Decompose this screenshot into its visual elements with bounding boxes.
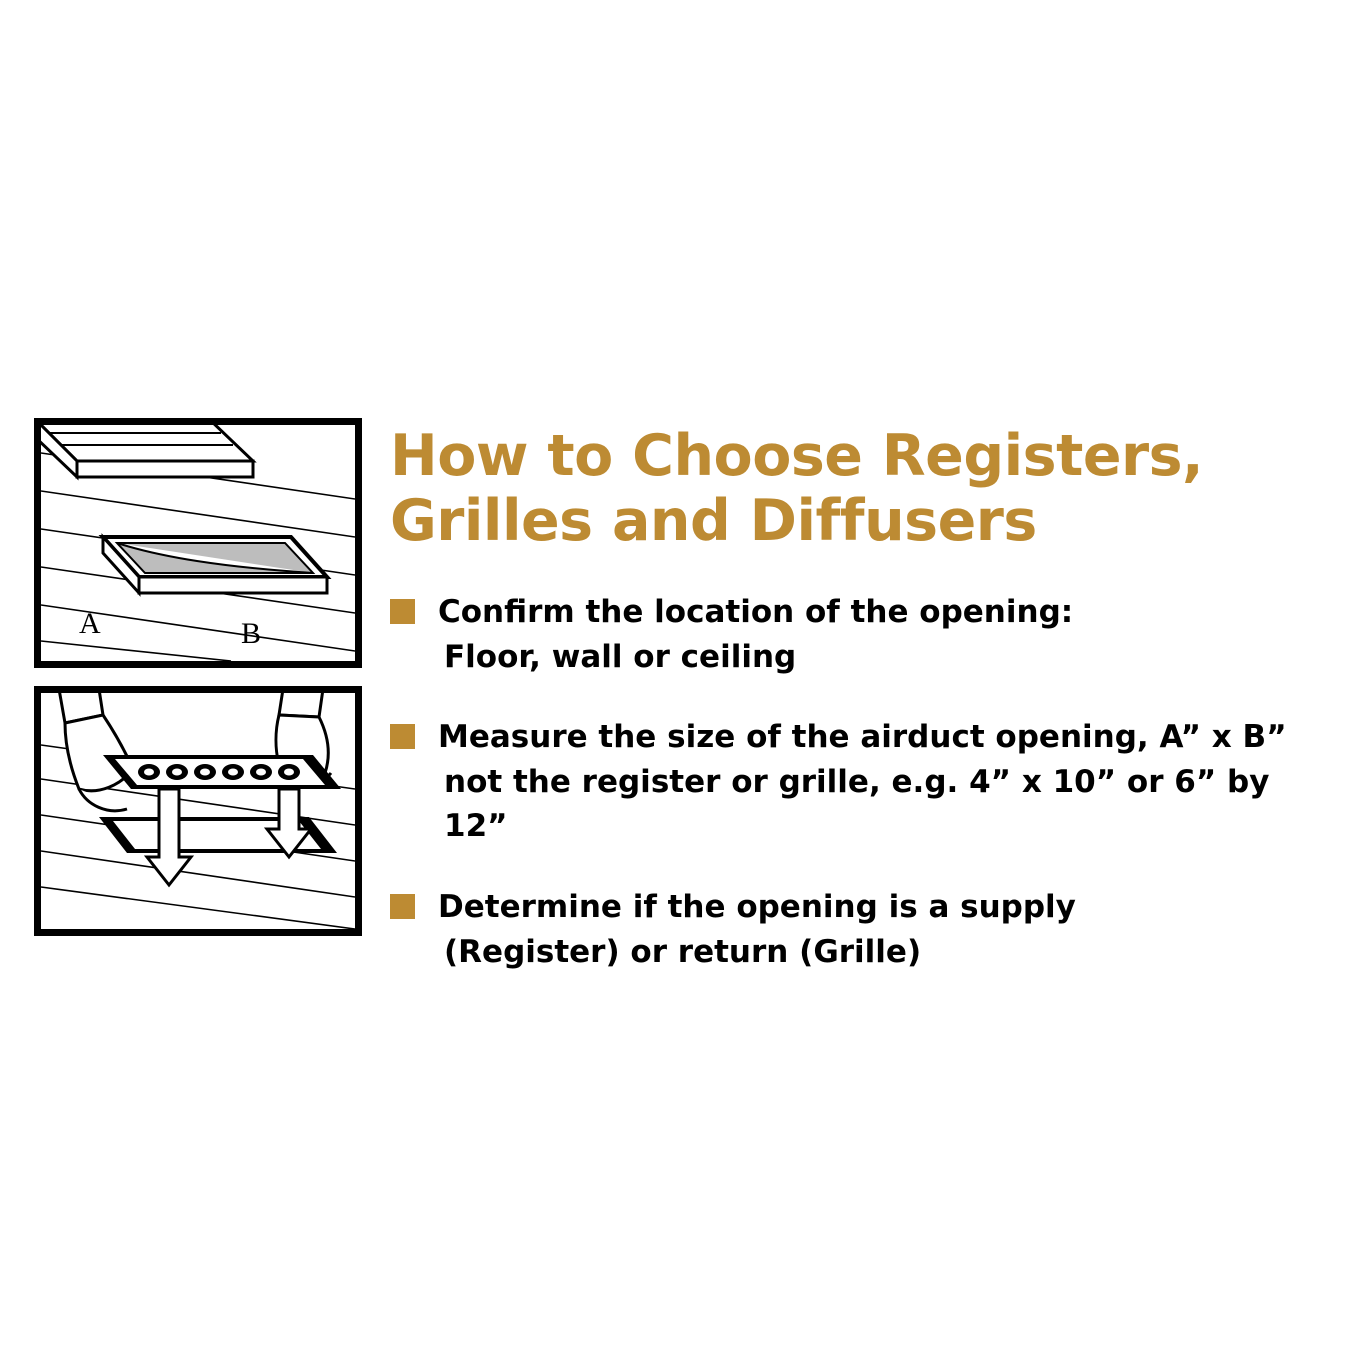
list-item — [390, 885, 1330, 974]
list-item — [390, 590, 1330, 679]
hands-installing-register-diagram — [34, 686, 362, 936]
floor-airduct-opening-diagram — [34, 418, 362, 668]
dimension-label-b: B — [241, 617, 262, 650]
bullet-line-1: Measure the size of the airduct opening, A” x B” — [438, 719, 1287, 756]
bullet-text — [438, 590, 1330, 679]
bullet-line-1: Confirm the location of the opening: — [438, 593, 1074, 630]
square-bullet-icon — [390, 724, 415, 749]
headline-line-2: Grilles and Diffusers — [390, 487, 1037, 554]
square-bullet-icon — [390, 894, 415, 919]
headline-line-1: How to Choose Registers, — [390, 423, 1204, 489]
dimension-label-a: A — [79, 607, 101, 640]
bullet-text — [438, 715, 1330, 849]
illustration-panels — [34, 418, 364, 936]
text-content — [390, 424, 1330, 974]
bullet-line-2: not the register or grille, e.g. 4” x 10” or 6” by 12” — [444, 763, 1270, 845]
bullet-line-2: Floor, wall or ceiling — [444, 638, 797, 675]
bullet-text — [438, 885, 1330, 974]
register-installation-illustration-svg — [41, 693, 355, 929]
square-bullet-icon — [390, 599, 415, 624]
bullet-line-2: (Register) or return (Grille) — [444, 933, 922, 970]
bullet-list — [390, 590, 1330, 974]
list-item — [390, 715, 1330, 849]
bullet-line-1: Determine if the opening is a supply — [438, 889, 1076, 926]
page-title — [390, 424, 1330, 554]
